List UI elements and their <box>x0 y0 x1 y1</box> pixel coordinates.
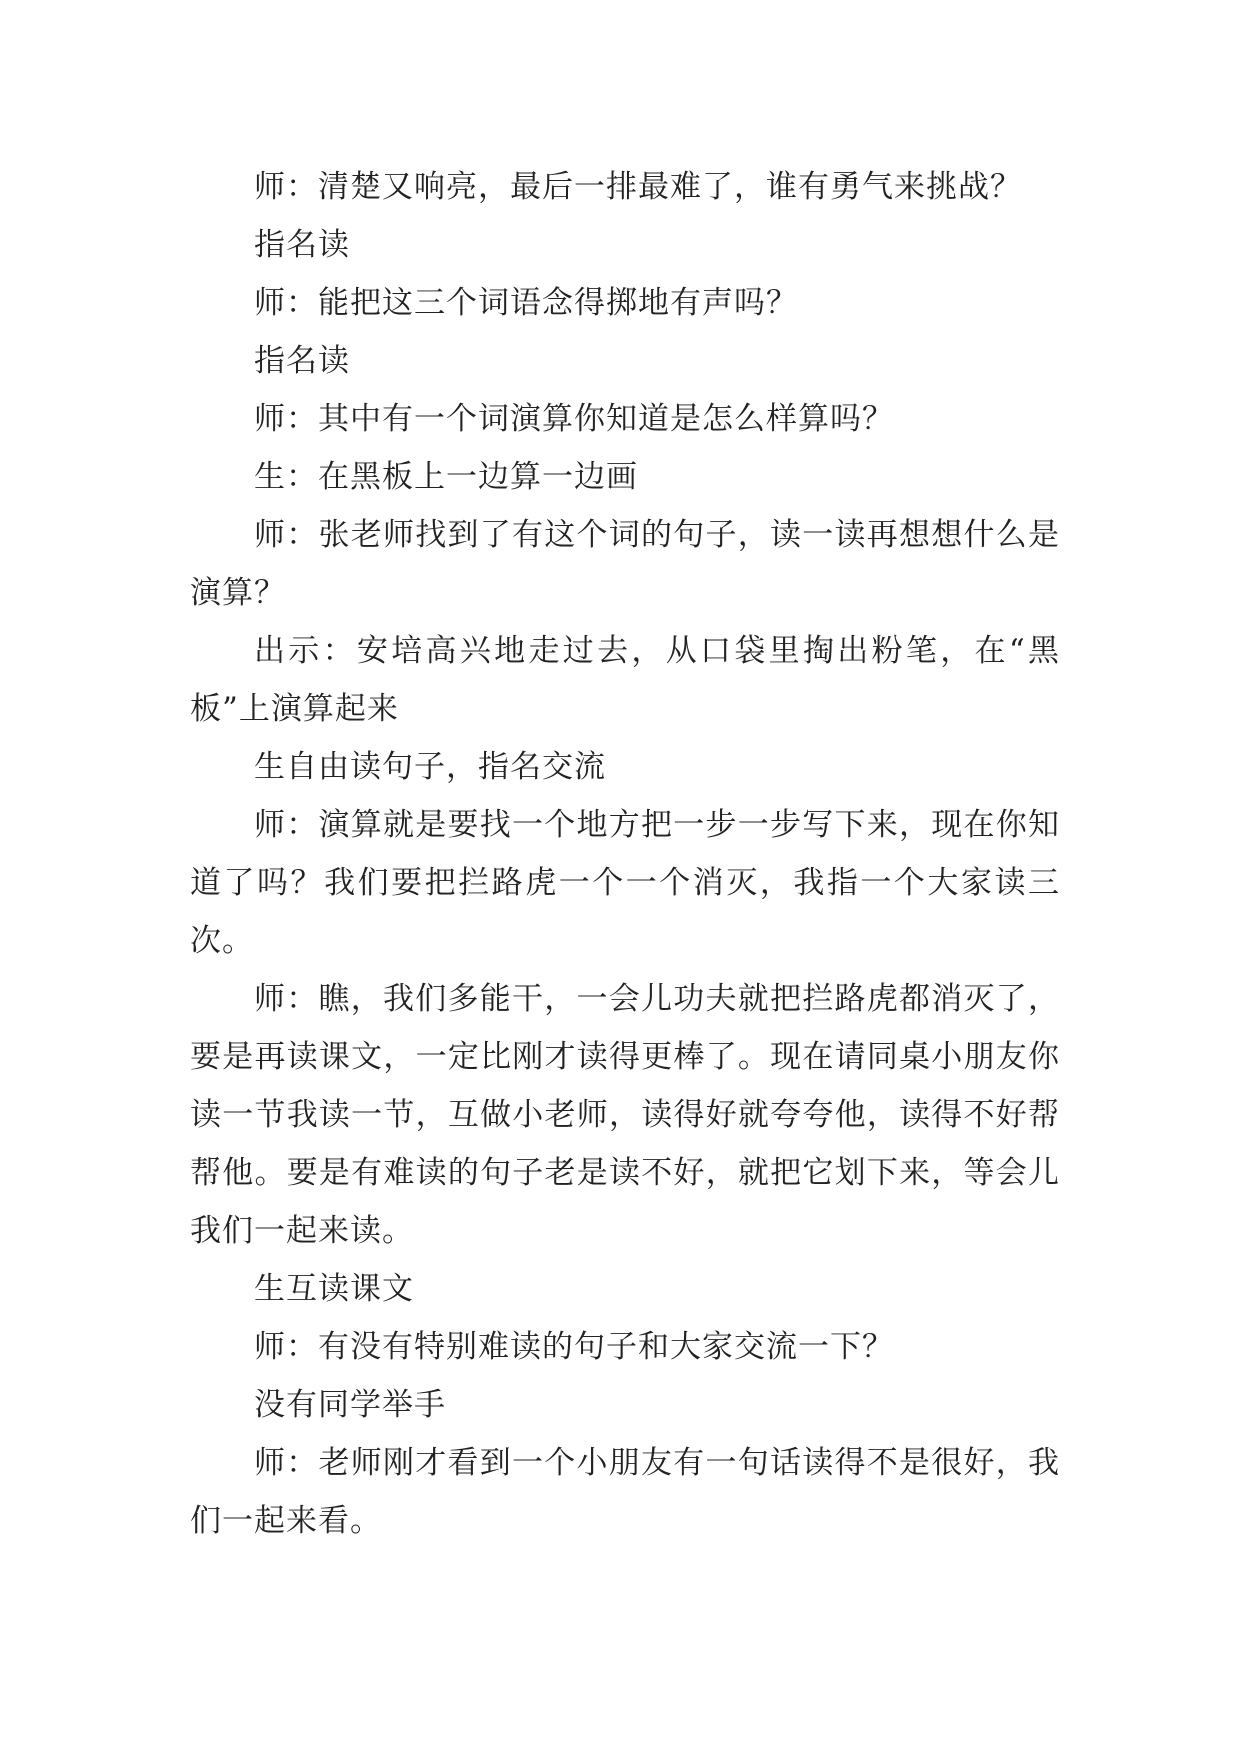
paragraph: 师：有没有特别难读的句子和大家交流一下？ <box>254 1329 894 1365</box>
paragraph: 师：清楚又响亮，最后一排最难了，谁有勇气来挑战？ <box>254 169 1022 205</box>
paragraph: 指名读 <box>254 343 350 379</box>
paragraph: 生自由读句子，指名交流 <box>254 749 606 785</box>
paragraph: 师：张老师找到了有这个词的句子，读一读再想想什么是演算？ <box>190 517 1060 611</box>
paragraph: 指名读 <box>254 227 350 263</box>
paragraph: 师：其中有一个词演算你知道是怎么样算吗？ <box>254 401 894 437</box>
paragraph: 师：能把这三个词语念得掷地有声吗？ <box>254 285 798 321</box>
paragraph: 师：瞧，我们多能干，一会儿功夫就把拦路虎都消灭了，要是再读课文，一定比刚才读得更棒了。现在请同桌小朋友你读一节我读一节，互做小老师，读得好就夸夸他，读得不好帮帮他。要是有难读的句子老是读不好，就把它划下来，等会儿我们一起来读。 <box>190 981 1060 1249</box>
paragraph: 生：在黑板上一边算一边画 <box>254 459 638 495</box>
paragraph: 师：老师刚才看到一个小朋友有一句话读得不是很好，我们一起来看。 <box>190 1445 1060 1539</box>
document-body <box>190 158 1060 1550</box>
paragraph: 生互读课文 <box>254 1271 414 1307</box>
paragraph: 师：演算就是要找一个地方把一步一步写下来，现在你知道了吗？我们要把拦路虎一个一个消灭，我指一个大家读三次。 <box>190 807 1060 959</box>
paragraph: 没有同学举手 <box>254 1387 446 1423</box>
paragraph: 出示：安培高兴地走过去，从口袋里掏出粉笔，在“黑板”上演算起来 <box>190 633 1060 727</box>
